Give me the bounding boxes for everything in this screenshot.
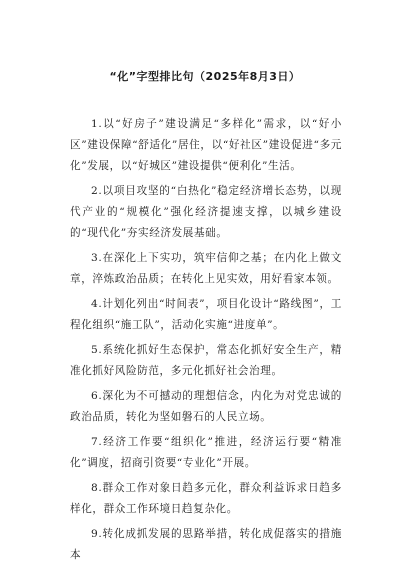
document-title: “化”字型排比句（2025年8月3日） [109, 70, 301, 83]
paragraph-6: 6.深化为不可撼动的理想信念，内化为对党忠诚的政治品质，转化为坚如磐石的人民立场。 [70, 390, 342, 423]
paragraph-7: 7.经济工作要“组织化”推进，经济运行要“精准化”调度，招商引资要“专业化”开展。 [70, 436, 342, 469]
document-body [70, 114, 342, 570]
paragraph-9: 9.转化成抓发展的思路举措，转化成促落实的措施本 [70, 528, 342, 561]
paragraph-4: 4.计划化列出“时间表”，项目化设计“路线图”，工程化组织“施工队”，活动化实施“进度单”。 [70, 298, 342, 331]
paragraph-8: 8.群众工作对象日趋多元化，群众利益诉求日趋多样化，群众工作环境日趋复杂化。 [70, 482, 342, 515]
paragraph-3: 3.在深化上下实功，筑牢信仰之基；在内化上做文章，淬炼政治品质；在转化上见实效，用好看家本领。 [70, 252, 342, 285]
paragraph-1: 1.以“好房子”建设满足“多样化”需求，以“好小区”建设保障“舒适化”居住，以“好社区”建设促进“多元化”发展，以“好城区”建设提供“便利化”生活。 [70, 118, 342, 172]
paragraph-5: 5.系统化抓好生态保护，常态化抓好安全生产，精准化抓好风险防范，多元化抓好社会治理。 [70, 344, 342, 377]
paragraph-2: 2.以项目攻坚的“白热化”稳定经济增长态势，以现代产业的“规模化”强化经济提速支撑，以城乡建设的“现代化”夯实经济发展基础。 [70, 185, 342, 239]
